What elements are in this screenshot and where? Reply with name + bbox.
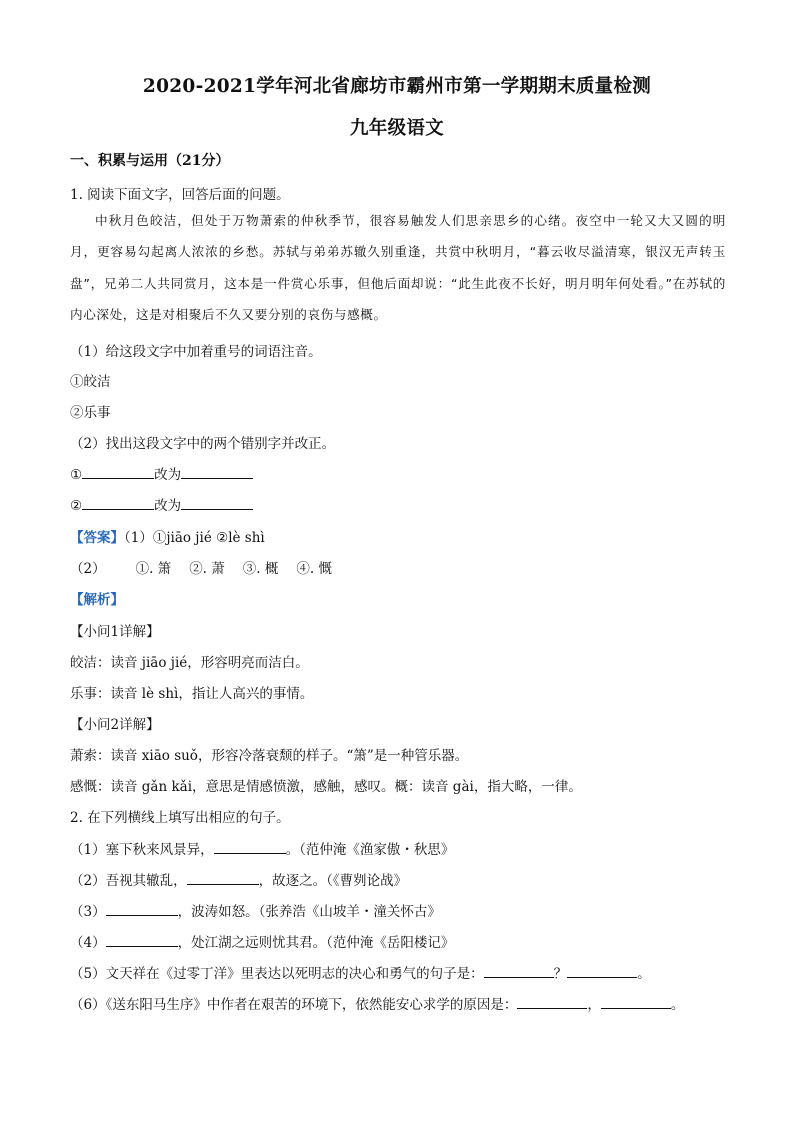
q2-blank[interactable] xyxy=(484,965,554,978)
q2-item-text: 。 xyxy=(670,997,685,1013)
q1-item-2: ②乐事 xyxy=(70,405,111,421)
q2-item-text: （3） xyxy=(70,904,106,920)
fix-2-blank-a[interactable] xyxy=(82,497,154,510)
q2-item-4 xyxy=(70,931,454,951)
q2-blank[interactable] xyxy=(214,841,286,854)
q1-fix-1 xyxy=(70,463,253,483)
q2-item-text: 。（范仲淹《渔家傲・秋思》 xyxy=(285,842,455,858)
document-subtitle: 九年级语文 xyxy=(349,118,444,139)
q2-item-2 xyxy=(70,869,407,889)
q2-item-text: （1）塞下秋来风景异， xyxy=(70,842,214,858)
q2-item-text: （2）吾视其辙乱， xyxy=(70,873,187,889)
sub-question-2-heading: 【小问2详解】 xyxy=(70,717,160,733)
fix-2-blank-b[interactable] xyxy=(181,497,253,510)
q1-fix-2 xyxy=(70,494,253,514)
section-heading: 一、积累与运用（21分） xyxy=(70,153,230,169)
question-1-passage: 中秋月色皎洁，但处于万物萧索的仲秋季节，很容易触发人们思亲思乡的心绪。夜空中一轮又大又圆的明月，更容易勾起离人浓浓的乡愁。苏轼与弟弟苏辙久别重逢，共赏中秋明月，“暮云收尽溢清寒，银汉无声转玉盘”，兄弟二人共同赏月，这本是一件赏心乐事，但他后面却说：“此生此夜不长好，明月明年何处看。”在苏轼的内心深处，这是对相聚后不久又要分别的哀伤与感概。 xyxy=(70,213,726,322)
q2-item-3 xyxy=(70,900,441,920)
answer-tag: 【答案】 xyxy=(70,530,124,546)
fix-2-mid: 改为 xyxy=(154,498,182,514)
analysis-tag: 【解析】 xyxy=(70,592,124,608)
q1-item-1: ①皎洁 xyxy=(70,374,111,390)
q2-item-text: （5）文天祥在《过零丁洋》里表达以死明志的决心和勇气的句子是： xyxy=(70,966,484,982)
q1-part1: （1）给这段文字中加着重号的词语注音。 xyxy=(70,344,322,360)
fix-2-prefix: ② xyxy=(70,498,83,514)
q2-blank[interactable] xyxy=(517,996,587,1009)
sub2-line-1: 萧索：读音 xiāo suǒ，形容冷落衰颓的样子。“箫”是一种管乐器。 xyxy=(70,748,469,764)
q2-item-text: （6）《送东阳马生序》中作者在艰苦的环境下，依然能安心求学的原因是： xyxy=(70,997,518,1013)
answer-option: ③. 概 xyxy=(242,561,279,577)
q2-item-1 xyxy=(70,838,454,858)
fix-1-blank-b[interactable] xyxy=(181,466,253,479)
q2-blank[interactable] xyxy=(187,872,259,885)
answer-line xyxy=(70,526,265,546)
answer-option: ④. 慨 xyxy=(296,561,332,577)
answer-2-label: （2） xyxy=(70,561,106,577)
answer-option: ②. 萧 xyxy=(189,561,225,577)
answer-line-2 xyxy=(70,557,350,577)
q2-item-5 xyxy=(70,962,651,982)
q2-item-text: ，处江湖之远则忧其君。（范仲淹《岳阳楼记》 xyxy=(177,935,455,951)
q2-blank[interactable] xyxy=(106,903,178,916)
q2-item-text: ， xyxy=(587,997,601,1013)
sub1-line-2: 乐事：读音 lè shì，指让人高兴的事情。 xyxy=(70,686,314,702)
answer-option: ①. 箫 xyxy=(135,561,172,577)
sub2-line-2: 感慨：读音 gǎn kǎi，意思是情感愤激，感触，感叹。概：读音 gài，指大略，一律。 xyxy=(70,779,582,795)
answer-text: （1）①jiāo jié ②lè shì xyxy=(124,530,265,546)
fix-1-mid: 改为 xyxy=(154,467,182,483)
document-title: 2020-2021学年河北省廊坊市霸州市第一学期期末质量检测 xyxy=(142,76,652,97)
fix-1-blank-a[interactable] xyxy=(82,466,154,479)
q2-item-text: ？ xyxy=(553,966,568,982)
sub-question-1-heading: 【小问1详解】 xyxy=(70,624,160,640)
q2-item-text: 。 xyxy=(637,966,651,982)
q2-item-text: （4） xyxy=(70,935,106,951)
q2-blank[interactable] xyxy=(601,996,671,1009)
sub1-line-1: 皎洁：读音 jiāo jié，形容明亮而洁白。 xyxy=(70,655,309,671)
q1-part2: （2）找出这段文字中的两个错别字并改正。 xyxy=(70,436,336,452)
q2-item-text: ，波涛如怒。（张养浩《山坡羊・潼关怀古》 xyxy=(177,904,441,920)
q2-blank[interactable] xyxy=(106,934,178,947)
question-2-stem: 2. 在下列横线上填写出相应的句子。 xyxy=(70,810,290,826)
question-1-stem: 1. 阅读下面文字，回答后面的问题。 xyxy=(70,187,290,203)
fix-1-prefix: ① xyxy=(70,467,83,483)
q2-item-text: ，故逐之。（《曹刿论战》 xyxy=(258,873,408,889)
q2-item-6 xyxy=(70,993,684,1013)
q2-blank[interactable] xyxy=(567,965,637,978)
